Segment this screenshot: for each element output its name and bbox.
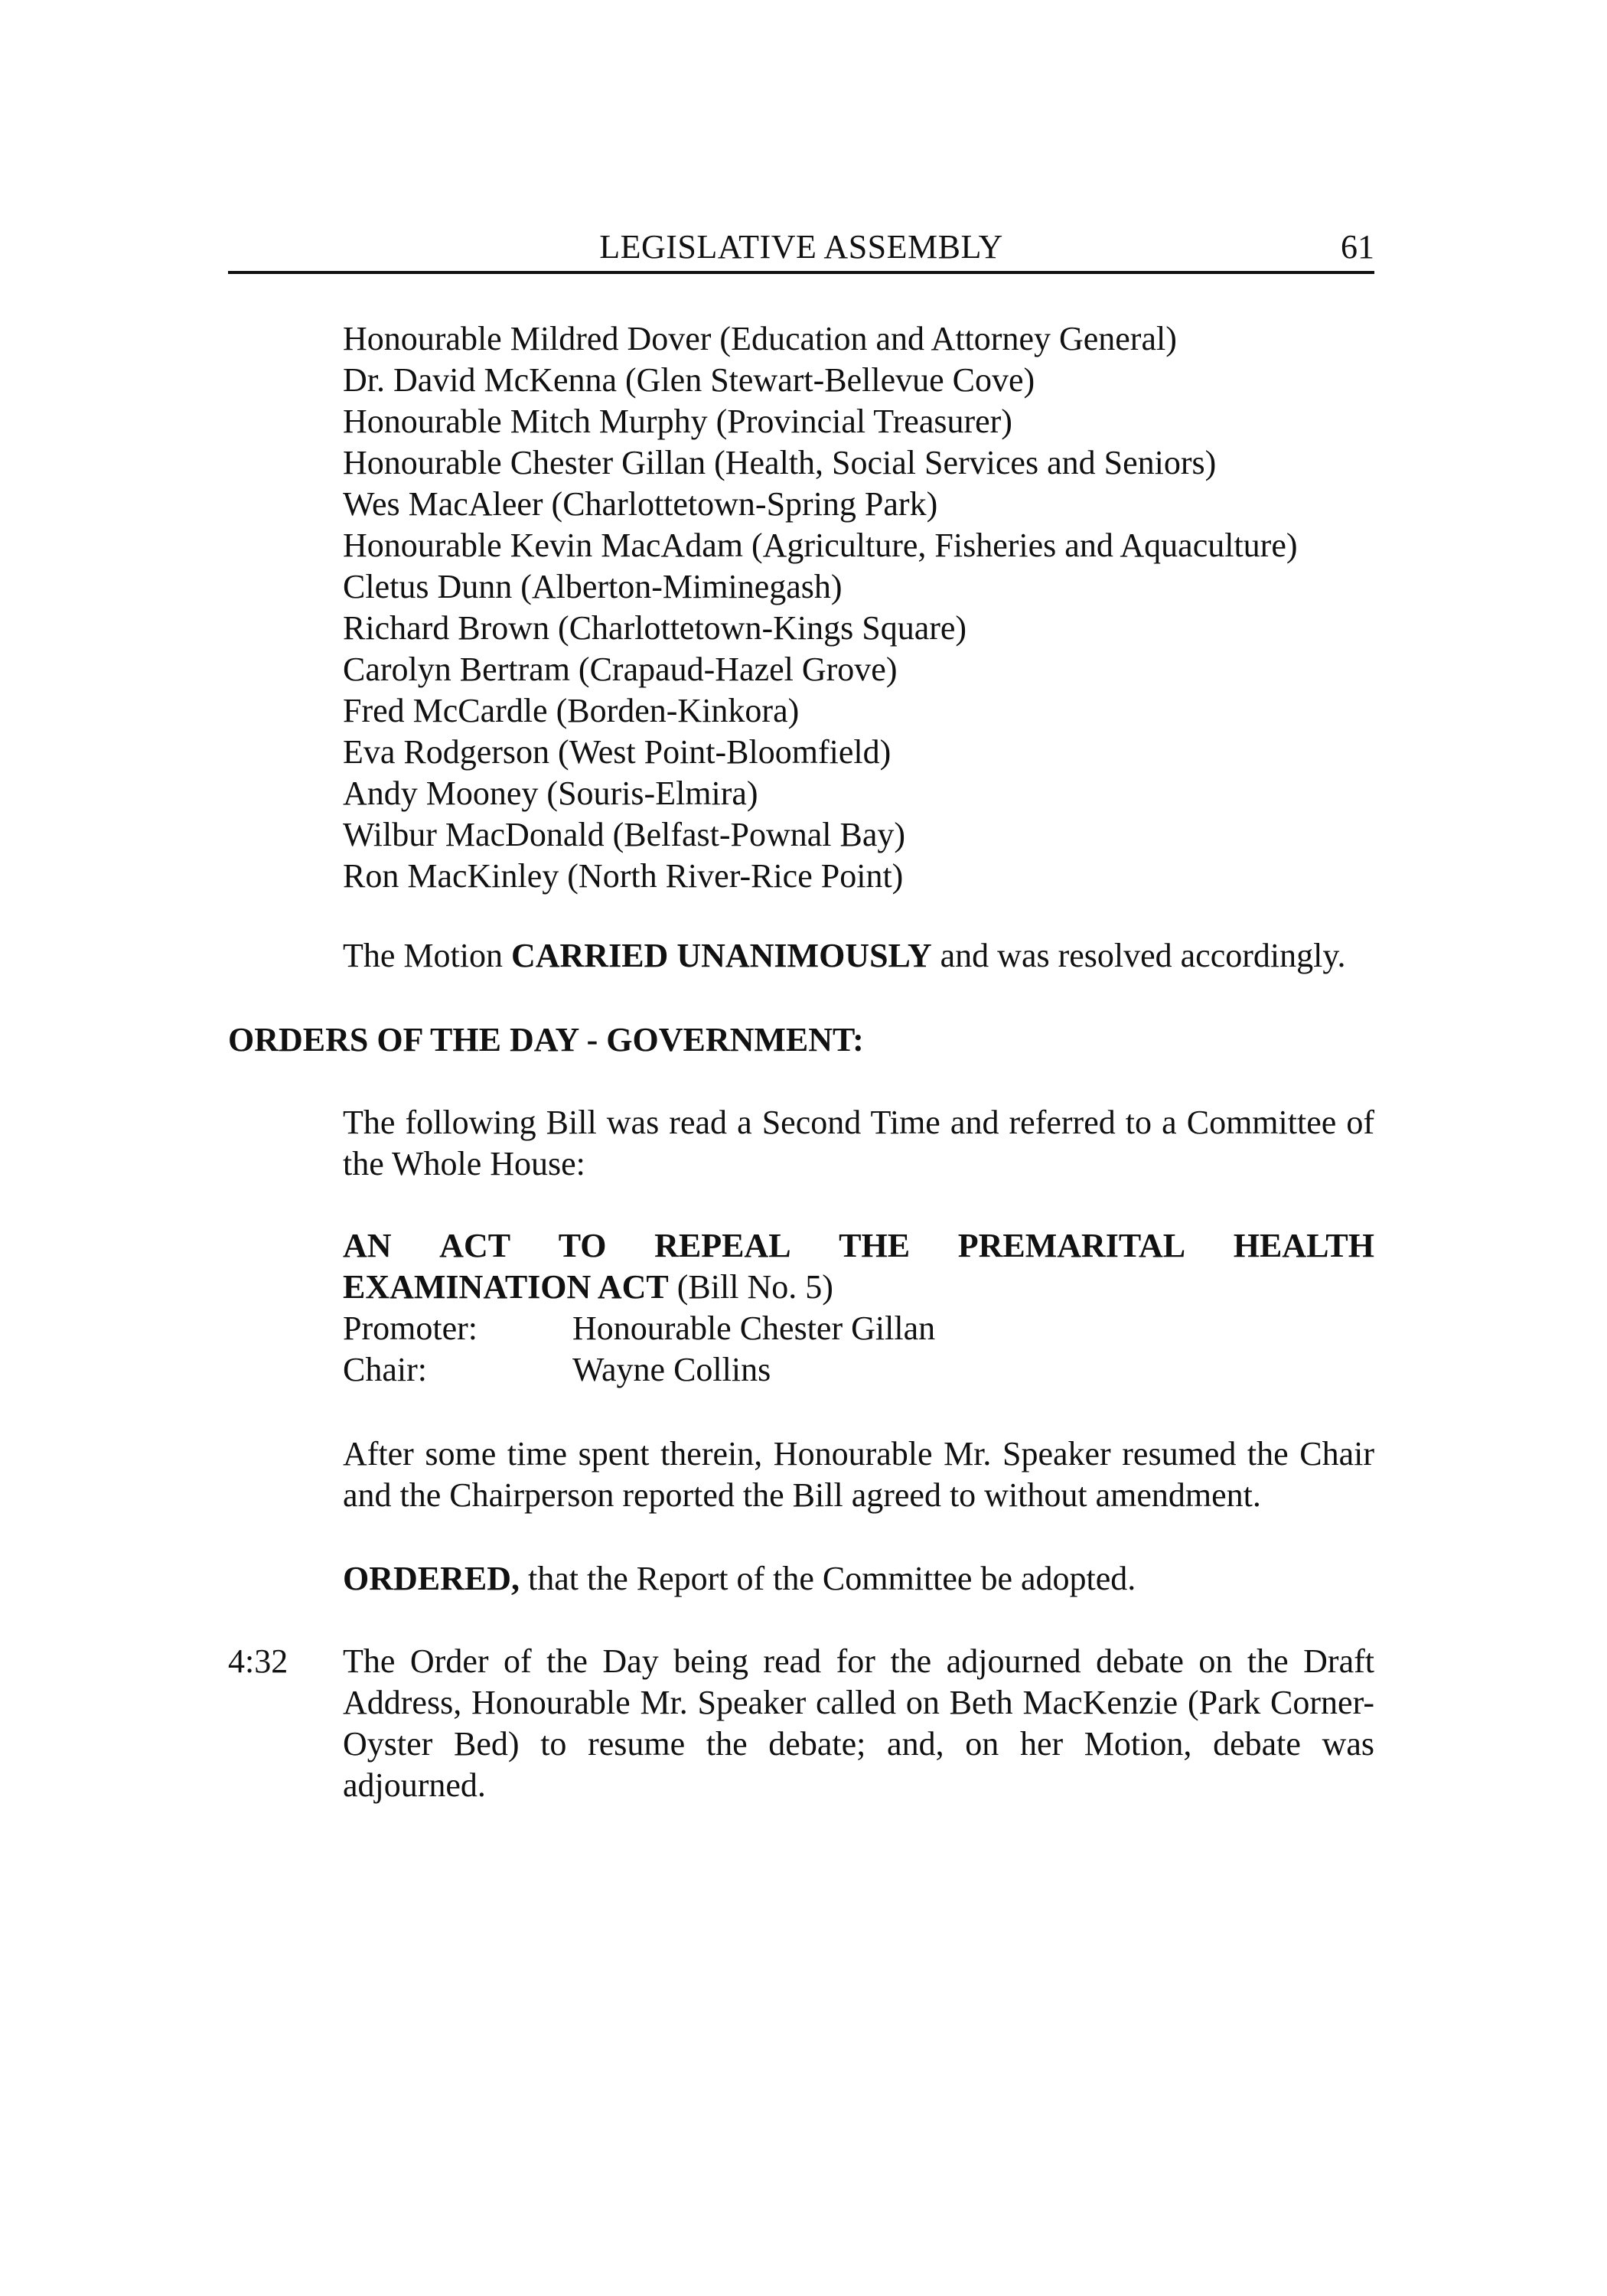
motion-result-bold: CARRIED UNANIMOUSLY xyxy=(510,937,932,974)
list-item: Cletus Dunn (Alberton-Miminegash) xyxy=(343,568,843,605)
header-title: LEGISLATIVE ASSEMBLY xyxy=(599,228,1003,266)
list-item: Honourable Mitch Murphy (Provincial Treasurer) xyxy=(343,403,1012,440)
list-item: Honourable Chester Gillan (Health, Social Services and Seniors) xyxy=(343,444,1217,481)
ordered-paragraph xyxy=(343,1558,1374,1600)
list-item: Honourable Kevin MacAdam (Agriculture, Fisheries and Aquaculture) xyxy=(343,527,1298,564)
second-reading-paragraph: The following Bill was read a Second Time and referred to a Committee of the Whole House: xyxy=(343,1104,1374,1182)
bill-title-word: PREMARITAL xyxy=(957,1227,1186,1264)
bill-number: (Bill No. 5) xyxy=(668,1268,833,1306)
bill-title-bold: EXAMINATION ACT xyxy=(343,1268,669,1306)
chair-label: Chair: xyxy=(343,1351,427,1388)
ordered-bold: ORDERED, xyxy=(343,1560,520,1597)
members-list xyxy=(343,318,1414,897)
motion-suffix: and was resolved accordingly. xyxy=(931,937,1346,974)
bill-title-line2 xyxy=(343,1267,1374,1308)
chair-row xyxy=(343,1349,1374,1391)
motion-result xyxy=(343,935,1374,977)
list-item: Wilbur MacDonald (Belfast-Pownal Bay) xyxy=(343,816,906,853)
promoter-label: Promoter: xyxy=(343,1309,478,1347)
bill-title-word: THE xyxy=(839,1227,911,1264)
bill-title-word: HEALTH xyxy=(1233,1227,1374,1264)
adjourned-debate-paragraph: The Order of the Day being read for the adjourned debate on the Draft Address, Honourable Mr. Speaker called on Beth MacKenzie (Park Corner-Oyster Bed) to resume the debate; and, on her Motion, debate was adjourned. xyxy=(343,1642,1374,1804)
promoter-value: Honourable Chester Gillan xyxy=(572,1309,936,1347)
list-item: Andy Mooney (Souris-Elmira) xyxy=(343,775,758,812)
bill-title-word: TO xyxy=(558,1227,607,1264)
bill-title-word: ACT xyxy=(439,1227,511,1264)
list-item: Ron MacKinley (North River-Rice Point) xyxy=(343,857,904,895)
page-header xyxy=(228,228,1374,274)
bill-title-word: REPEAL xyxy=(654,1227,791,1264)
bill-title-word: AN xyxy=(343,1227,392,1264)
list-item: Honourable Mildred Dover (Education and Attorney General) xyxy=(343,320,1177,357)
time-stamp: 4:32 xyxy=(228,1642,288,1680)
list-item: Dr. David McKenna (Glen Stewart-Bellevue Cove) xyxy=(343,361,1035,399)
page-number: 61 xyxy=(1341,228,1374,266)
ordered-text: that the Report of the Committee be adopted. xyxy=(520,1560,1136,1597)
bill-title-line1 xyxy=(343,1225,1374,1267)
promoter-row xyxy=(343,1308,1374,1349)
list-item: Wes MacAleer (Charlottetown-Spring Park) xyxy=(343,485,938,523)
list-item: Richard Brown (Charlottetown-Kings Square) xyxy=(343,609,967,647)
bill-block xyxy=(343,1225,1374,1391)
list-item: Fred McCardle (Borden-Kinkora) xyxy=(343,692,800,729)
committee-report-paragraph: After some time spent therein, Honourable Mr. Speaker resumed the Chair and the Chairperson reported the Bill agreed to without amendment. xyxy=(343,1435,1374,1514)
orders-heading: ORDERS OF THE DAY - GOVERNMENT: xyxy=(228,1021,864,1058)
motion-prefix: The Motion xyxy=(343,937,511,974)
list-item: Carolyn Bertram (Crapaud-Hazel Grove) xyxy=(343,651,898,688)
chair-value: Wayne Collins xyxy=(572,1351,771,1388)
list-item: Eva Rodgerson (West Point-Bloomfield) xyxy=(343,733,892,771)
